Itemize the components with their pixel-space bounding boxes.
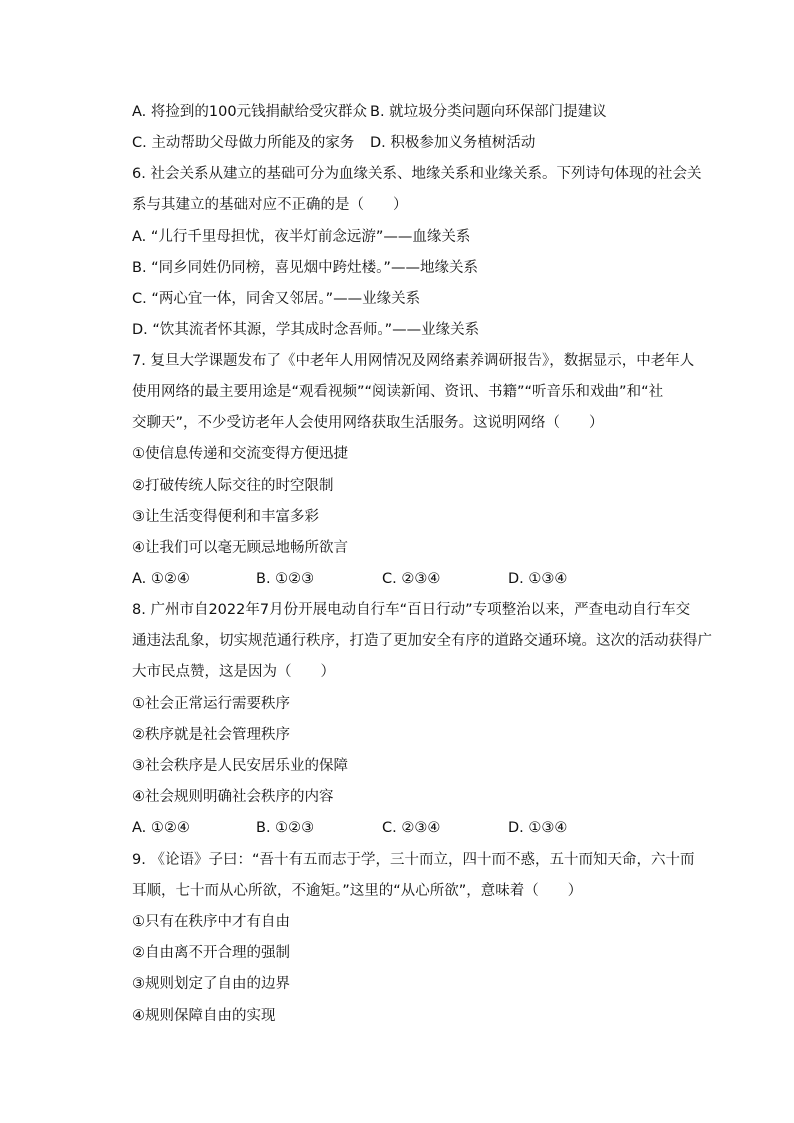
q6-option-d: D. “饮其流者怀其源，学其成时念吾师。”——业缘关系 [132,322,480,338]
q5-option-a: A. 将捡到的100元钱捐献给受灾群众 [132,104,368,120]
q5-option-b: B. 就垃圾分类问题向环保部门提建议 [370,104,607,120]
q8-stem-line-3: 大市民点赞，这是因为（ ） [132,664,335,680]
q9-statement-3: ③规则划定了自由的边界 [132,976,290,992]
q7-statement-2: ②打破传统人际交往的时空限制 [132,478,334,494]
q7-option-c: C. ②③④ [382,571,441,587]
q6-stem-line-2: 系与其建立的基础对应不正确的是（ ） [132,197,408,213]
q7-statement-1: ①使信息传递和交流变得方便迅捷 [132,446,348,462]
q7-stem-line-1: 7. 复旦大学课题发布了《中老年人用网情况及网络素养调研报告》，数据显示，中老年人 [132,353,695,369]
q7-statement-4: ④让我们可以毫无顾忌地畅所欲言 [132,540,348,556]
q8-stem-line-1: 8. 广州市自2022年7月份开展电动自行车“百日行动”专项整治以来，严查电动自行车交 [132,602,691,618]
q7-option-d: D. ①③④ [508,571,568,587]
q5-option-c: C. 主动帮助父母做力所能及的家务 [132,135,355,151]
q9-statement-4: ④规则保障自由的实现 [132,1008,276,1024]
q5-option-d: D. 积极参加义务植树活动 [370,135,536,151]
q8-statement-2: ②秩序就是社会管理秩序 [132,727,290,743]
q6-option-a: A. “儿行千里母担忧，夜半灯前念远游”——血缘关系 [132,229,471,245]
q8-statement-3: ③社会秩序是人民安居乐业的保障 [132,758,348,774]
q9-statement-2: ②自由离不开合理的强制 [132,945,290,961]
q7-stem-line-2: 使用网络的最主要用途是“观看视频”“阅读新闻、资讯、书籍”“听音乐和戏曲”和“社 [132,384,664,400]
q6-stem-line-1: 6. 社会关系从建立的基础可分为血缘关系、地缘关系和业缘关系。下列诗句体现的社会关 [132,166,702,182]
q8-statement-4: ④社会规则明确社会秩序的内容 [132,789,334,805]
q7-option-b: B. ①②③ [256,571,315,587]
q9-stem-line-1: 9. 《论语》子曰：“吾十有五而志于学，三十而立，四十而不惑，五十而知天命，六十而 [132,852,695,868]
q8-stem-line-2: 通违法乱象，切实规范通行秩序，打造了更加安全有序的道路交通环境。这次的活动获得广 [132,633,712,649]
q8-option-c: C. ②③④ [382,820,441,836]
q8-option-b: B. ①②③ [256,820,315,836]
q6-option-c: C. “两心宜一体，同舍又邻居。”——业缘关系 [132,291,421,307]
q7-stem-line-3: 交聊天”，不少受访老年人会使用网络获取生活服务。这说明网络（ ） [132,415,604,431]
q9-statement-1: ①只有在秩序中才有自由 [132,914,290,930]
q7-statement-3: ③让生活变得便利和丰富多彩 [132,509,319,525]
q8-statement-1: ①社会正常运行需要秩序 [132,696,290,712]
q8-option-a: A. ①②④ [132,820,190,836]
q7-option-a: A. ①②④ [132,571,190,587]
q8-option-d: D. ①③④ [508,820,568,836]
q9-stem-line-2: 耳顺，七十而从心所欲，不逾矩。”这里的“从心所欲”，意味着（ ） [132,883,583,899]
q6-option-b: B. “同乡同姓仍同榜，喜见烟中跨灶楼。”——地缘关系 [132,260,478,276]
